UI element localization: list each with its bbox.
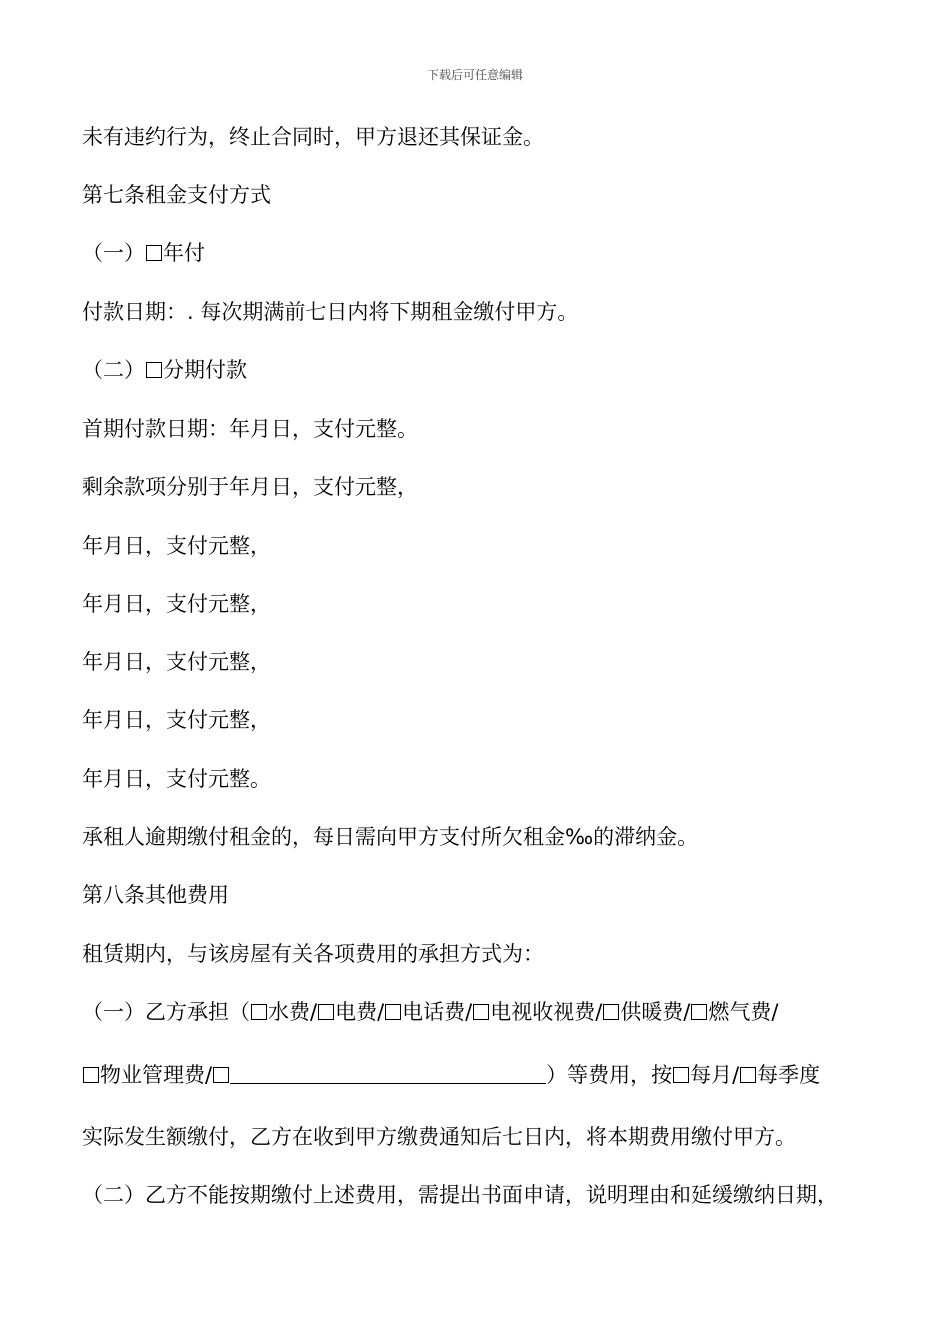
- paragraph-line: 年月日，支付元整，: [82, 534, 271, 558]
- section-heading: 第七条租金支付方式: [82, 183, 271, 207]
- checkbox-quarterly[interactable]: [740, 1067, 756, 1083]
- option-annual: （一） 年付: [82, 241, 205, 265]
- fee-options-line: （一）乙方承担（ 水费/ 电费/ 电话费/ 电视收视费/ 供暖费/ 燃气费/: [82, 1000, 779, 1024]
- paragraph-line: 年月日，支付元整，: [82, 650, 271, 674]
- paragraph-line: 实际发生额缴付，乙方在收到甲方缴费通知后七日内，将本期费用缴付甲方。: [82, 1125, 796, 1149]
- checkbox-other[interactable]: [213, 1067, 229, 1083]
- paragraph-line: 剩余款项分别于年月日，支付元整，: [82, 475, 418, 499]
- blank-fill-line[interactable]: [230, 1065, 546, 1084]
- paragraph-line: 付款日期：. 每次期满前七日内将下期租金缴付甲方。: [82, 300, 579, 324]
- paragraph-line: 承租人逾期缴付租金的，每日需向甲方支付所欠租金‰的滞纳金。: [82, 825, 699, 849]
- paragraph-line: 首期付款日期：年月日，支付元整。: [82, 417, 418, 441]
- paragraph-line: 年月日，支付元整，: [82, 592, 271, 616]
- paragraph-line: 年月日，支付元整，: [82, 708, 271, 732]
- section-heading: 第八条其他费用: [82, 883, 229, 907]
- paragraph-line: 年月日，支付元整。: [82, 767, 271, 791]
- checkbox-tv[interactable]: [473, 1004, 489, 1020]
- checkbox-electricity[interactable]: [318, 1004, 334, 1020]
- paragraph-line: 未有违约行为，终止合同时，甲方退还其保证金。: [82, 125, 544, 149]
- fee-options-line-2: 物业管理费/ ）等费用，按 每月/ 每季度: [82, 1060, 820, 1090]
- paragraph-line: （二）乙方不能按期缴付上述费用，需提出书面申请，说明理由和延缓缴纳日期，: [82, 1183, 838, 1207]
- option-installment: （二） 分期付款: [82, 358, 247, 382]
- checkbox-heating[interactable]: [603, 1004, 619, 1020]
- checkbox-installment[interactable]: [146, 362, 162, 378]
- checkbox-property-mgmt[interactable]: [83, 1067, 99, 1083]
- checkbox-monthly[interactable]: [673, 1067, 689, 1083]
- paragraph-line: 租赁期内，与该房屋有关各项费用的承担方式为：: [82, 942, 544, 966]
- checkbox-gas[interactable]: [691, 1004, 707, 1020]
- checkbox-phone[interactable]: [385, 1004, 401, 1020]
- checkbox-water[interactable]: [251, 1004, 267, 1020]
- page-header: 下载后可任意编辑: [426, 68, 523, 82]
- checkbox-annual[interactable]: [146, 245, 162, 261]
